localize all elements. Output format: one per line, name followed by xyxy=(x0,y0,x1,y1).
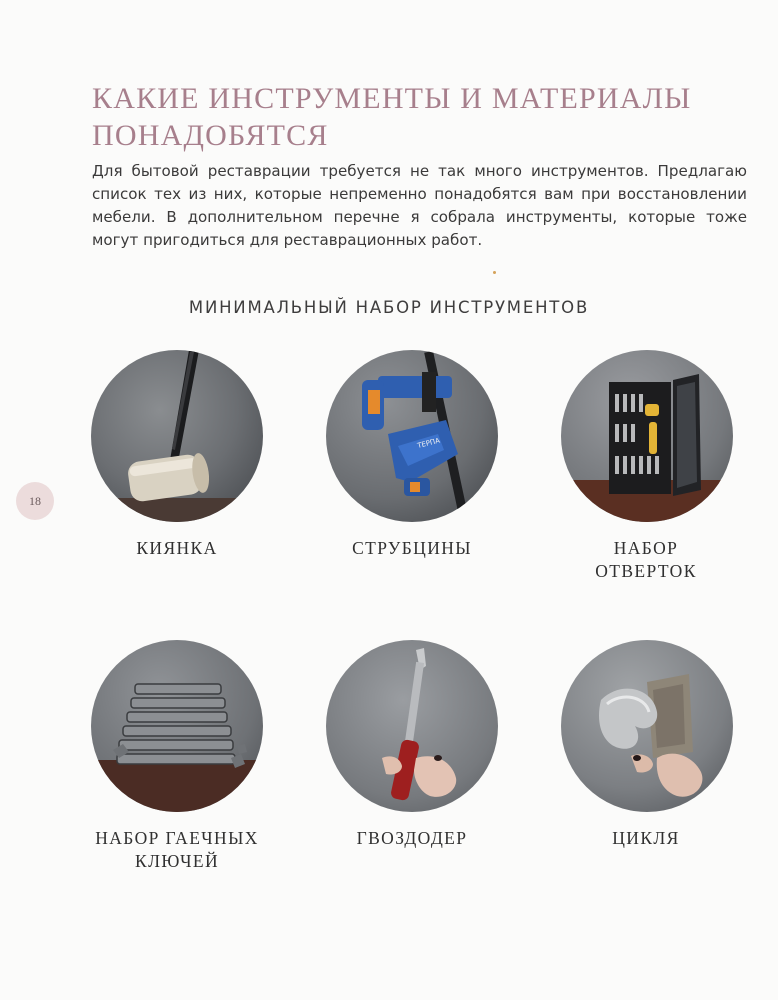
tool-label-mallet xyxy=(57,537,297,560)
nail-puller-photo xyxy=(326,640,498,812)
tool-label-clamps xyxy=(292,537,532,560)
tool-label-line: СТРУБЦИНЫ xyxy=(352,538,472,558)
tool-label-scraper xyxy=(526,827,766,850)
tool-label-screwdriver-set xyxy=(526,537,766,583)
tool-label-line: НАБОР ГАЕЧНЫХ xyxy=(95,828,259,848)
screwdriver-set-photo xyxy=(561,350,733,522)
page-number: 18 xyxy=(29,493,41,508)
clamps-photo xyxy=(326,350,498,522)
tool-label-line: НАБОР xyxy=(613,538,679,558)
page-title: КАКИЕ ИНСТРУМЕНТЫ И МАТЕРИАЛЫ ПОНАДОБЯТСЯ xyxy=(92,82,692,152)
tool-label-line: ОТВЕРТОК xyxy=(595,561,697,581)
decorative-speck xyxy=(493,271,496,274)
tool-label-wrench-set xyxy=(57,827,297,873)
tool-label-line: ЦИКЛЯ xyxy=(612,828,680,848)
clamp-brand-text: ТЕРПА xyxy=(416,436,441,450)
section-title: МИНИМАЛЬНЫЙ НАБОР ИНСТРУМЕНТОВ xyxy=(188,298,590,317)
mallet-photo xyxy=(91,350,263,522)
page-number-badge xyxy=(16,482,54,520)
intro-paragraph: Для бытовой реставрации требуется не так много инструментов. Предлагаю список тех из них, которые непременно понадобятся вам при восстановлении мебели. В дополнительном перечне я собрала инструменты, которые тоже могут пригодиться для реставрационных работ. xyxy=(92,162,747,249)
tool-label-line: КИЯНКА xyxy=(136,538,218,558)
wrench-set-photo xyxy=(91,640,263,812)
scraper-photo xyxy=(561,640,733,812)
tool-label-line: ГВОЗДОДЕР xyxy=(356,828,468,848)
tool-label-nail-puller xyxy=(292,827,532,850)
tool-label-line: КЛЮЧЕЙ xyxy=(135,851,219,871)
